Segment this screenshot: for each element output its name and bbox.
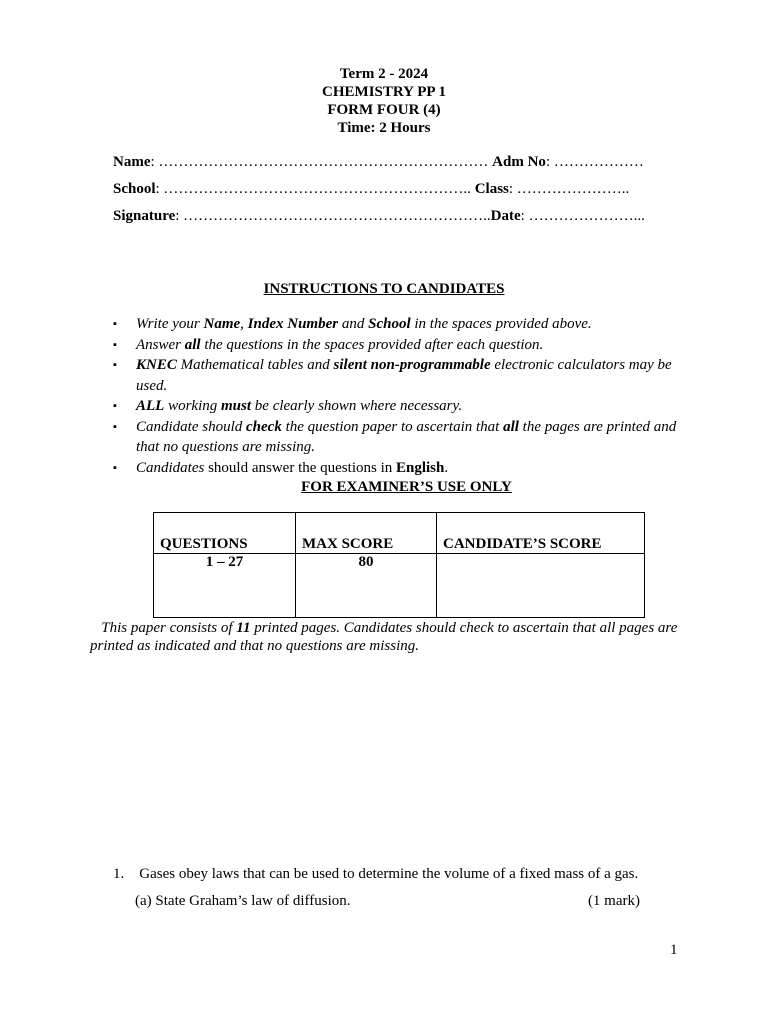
candidate-score-cell[interactable]	[437, 554, 645, 618]
paper-header	[0, 65, 768, 137]
square-bullet-icon: ▪	[113, 318, 117, 330]
score-table	[153, 512, 645, 618]
signature-label: Signature	[113, 208, 176, 224]
school-class-row	[113, 181, 713, 198]
date-label: Date	[490, 208, 521, 224]
square-bullet-icon: ▪	[113, 461, 117, 474]
name-label: Name	[113, 154, 151, 170]
term-line: Term 2 - 2024	[339, 66, 429, 82]
signature-date-row	[113, 208, 713, 225]
pages-note: This paper consists of 11 printed pages. Candidates should check to ascertain that all pages are printed as indicated and that no questions are missing.	[90, 620, 678, 654]
instruction-item: ▪ Answer all the questions in the spaces provided after each question.	[113, 335, 683, 356]
square-bullet-icon: ▪	[113, 420, 117, 433]
square-bullet-icon: ▪	[113, 400, 117, 412]
page-number: 1	[670, 942, 678, 958]
header-questions: QUESTIONS	[154, 513, 296, 554]
class-field[interactable]: : …………………..	[508, 181, 630, 197]
school-field[interactable]: : ……………………………………………………..	[155, 181, 475, 197]
instruction-item: ▪ Candidate should check the question paper to ascertain that all the pages are printed and that no questions are missing.	[113, 418, 677, 455]
class-label: Class	[474, 181, 509, 197]
signature-field[interactable]: : ……………………………………………………..	[175, 208, 491, 224]
square-bullet-icon: ▪	[113, 359, 117, 371]
score-table-header	[154, 513, 645, 554]
question-1a	[135, 893, 640, 910]
instructions-title: INSTRUCTIONS TO CANDIDATES	[263, 281, 505, 297]
question-1	[113, 866, 638, 883]
instruction-item: ▪ Candidates should answer the questions in English.	[113, 458, 683, 479]
subject-line: CHEMISTRY PP 1	[322, 84, 446, 100]
instruction-item: ▪ Write your Name, Index Number and School in the spaces provided above.	[113, 314, 683, 335]
name-field[interactable]: : …………………………………………………………	[150, 154, 489, 170]
date-field[interactable]: : …………………...	[520, 208, 645, 224]
part-text: State Graham’s law of diffusion.	[155, 893, 351, 909]
adm-label: Adm No	[492, 154, 546, 170]
square-bullet-icon: ▪	[113, 338, 117, 351]
part-marks: (1 mark)	[587, 893, 640, 909]
school-label: School	[113, 181, 156, 197]
examiner-title: FOR EXAMINER’S USE ONLY	[301, 479, 512, 495]
name-adm-row	[113, 154, 713, 171]
instructions-list	[113, 314, 683, 478]
header-candidate-score: CANDIDATE’S SCORE	[437, 513, 645, 554]
adm-field[interactable]: : ………………	[545, 154, 644, 170]
questions-range: 1 – 27	[154, 554, 296, 618]
score-table-row	[154, 554, 645, 618]
instruction-item: ▪ KNEC Mathematical tables and silent non-programmable electronic calculators may be used.	[113, 357, 672, 394]
header-max-score: MAX SCORE	[296, 513, 437, 554]
time-line: Time: 2 Hours	[337, 120, 431, 136]
form-line: FORM FOUR (4)	[327, 102, 441, 118]
instruction-item: ▪ ALL working must be clearly shown where necessary.	[113, 396, 683, 417]
question-number: 1.	[113, 866, 125, 882]
max-score-value: 80	[296, 554, 437, 618]
part-label: (a)	[135, 893, 152, 909]
question-text: Gases obey laws that can be used to determine the volume of a fixed mass of a gas.	[139, 866, 639, 882]
